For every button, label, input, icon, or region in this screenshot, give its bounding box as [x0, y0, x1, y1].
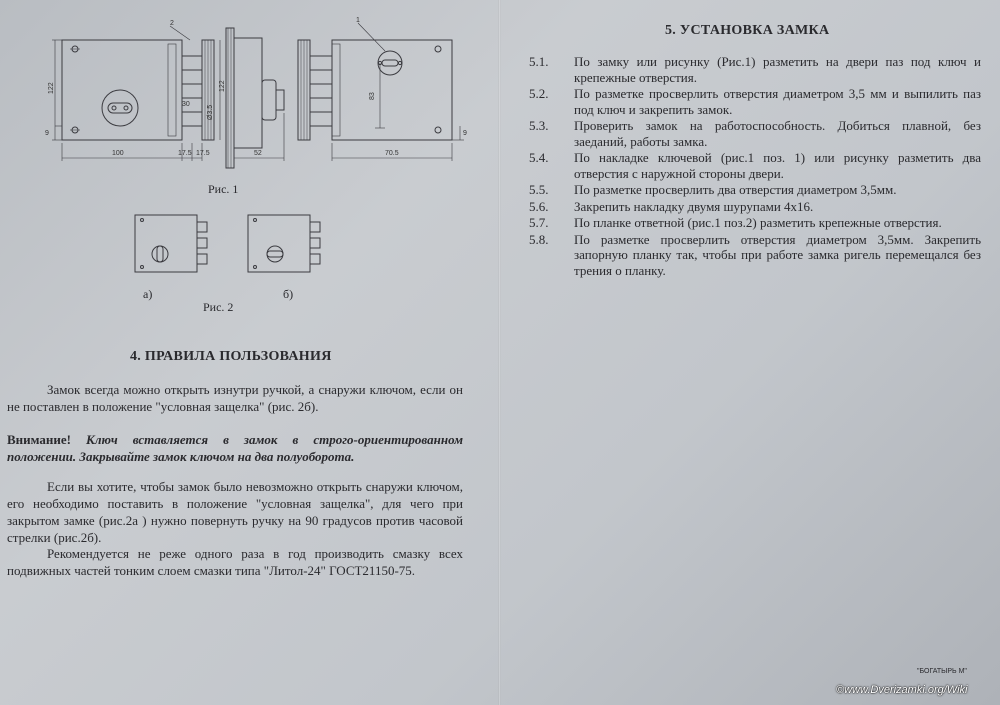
list-item: 5.4. По накладке ключевой (рис.1 поз. 1) или рисунку разметить два отверстия с наружной стороны двери.: [529, 150, 981, 181]
dim-9-left: 9: [45, 130, 49, 137]
list-item: 5.3. Проверить замок на работоспособность. Добиться плавной, без заеданий, работы замка.: [529, 118, 981, 149]
section-4-warning: [7, 431, 463, 465]
figure-2-label-b: б): [283, 287, 294, 301]
dim-52: 52: [254, 150, 262, 157]
dim-122-left: 122: [48, 82, 55, 94]
section-5-title: 5. УСТАНОВКА ЗАМКА: [665, 23, 830, 38]
dim-dia-3-5: Ø3.5: [207, 104, 214, 120]
dim-70-5: 70.5: [385, 150, 399, 157]
lock-position-a: [135, 215, 207, 272]
page-fold: [498, 0, 501, 705]
lock-side-section: [226, 28, 284, 168]
lock-bolts: [170, 26, 214, 140]
list-item: 5.1. По замку или рисунку (Рис.1) разметить на двери паз под ключ и крепежные отверстия.: [529, 54, 981, 85]
figure-2-drawing: [130, 210, 340, 280]
section-4-title: 4. ПРАВИЛА ПОЛЬЗОВАНИЯ: [130, 349, 332, 364]
installation-steps: [529, 54, 981, 279]
product-name-note: "БОГАТЫРЬ М": [917, 668, 967, 675]
warning-lead: Внимание!: [7, 432, 71, 447]
section-4-paragraph-2: Если вы хотите, чтобы замок было невозможно открыть снаружи ключом, его необходимо поставить в положение "условная защелка", для чего при закрытом замке (рис.2а ) нужно повернуть ручку на 90 градусов против часовой стрелки (рис.2б).: [7, 479, 463, 545]
figure-2-caption: Рис. 2: [203, 300, 234, 314]
list-item: 5.7. По планке ответной (рис.1 поз.2) разметить крепежные отверстия.: [529, 215, 942, 230]
dim-9-right: 9: [463, 130, 467, 137]
dim-17-5-a: 17.5: [178, 150, 192, 157]
dim-122-mid: 122: [219, 80, 226, 92]
figure-1-caption: Рис. 1: [208, 182, 239, 196]
callout-2: 2: [170, 20, 174, 27]
figure-2-label-a: а): [143, 287, 153, 301]
key-plate-view: [298, 23, 464, 161]
dim-83: 83: [369, 92, 376, 100]
figure-1-drawing: [40, 18, 480, 178]
dim-30: 30: [182, 101, 190, 108]
list-item: 5.5. По разметке просверлить два отверстия диаметром 3,5мм.: [529, 182, 897, 197]
lock-body-front-view: [52, 40, 182, 140]
lock-position-b: [248, 215, 320, 272]
list-item: 5.8. По разметке просверлить отверстия диаметром 3,5мм. Закрепить запорную планку так, чтобы при работе замка ригель перемещался без трения о планку.: [529, 231, 981, 278]
dim-100: 100: [112, 150, 124, 157]
list-item: 5.6. Закрепить накладку двумя шурупами 4х16.: [529, 198, 814, 214]
dim-17-5-b: 17.5: [196, 150, 210, 157]
section-4-paragraph-1: Замок всегда можно открыть изнутри ручкой, а снаружи ключом, если он не поставлен в положение "условная защелка" (рис. 2б).: [7, 382, 463, 414]
callout-1: 1: [356, 17, 360, 24]
list-item: 5.2. По разметке просверлить отверстия диаметром 3,5 мм и выпилить паз под ключ и закрепить замок.: [529, 86, 981, 117]
dimension-lines-bottom: [62, 40, 220, 161]
watermark: ©www.Dverizamki.org/Wiki: [836, 684, 968, 696]
section-4-paragraph-3: Рекомендуется не реже одного раза в год производить смазку всех подвижных частей тонким слоем смазки типа "Литол-24" ГОСТ21150-75.: [7, 546, 463, 578]
warning-text: Ключ вставляется в замок в строго-ориентированном положении. Закрывайте замок ключом на два полуоборота.: [7, 432, 463, 464]
